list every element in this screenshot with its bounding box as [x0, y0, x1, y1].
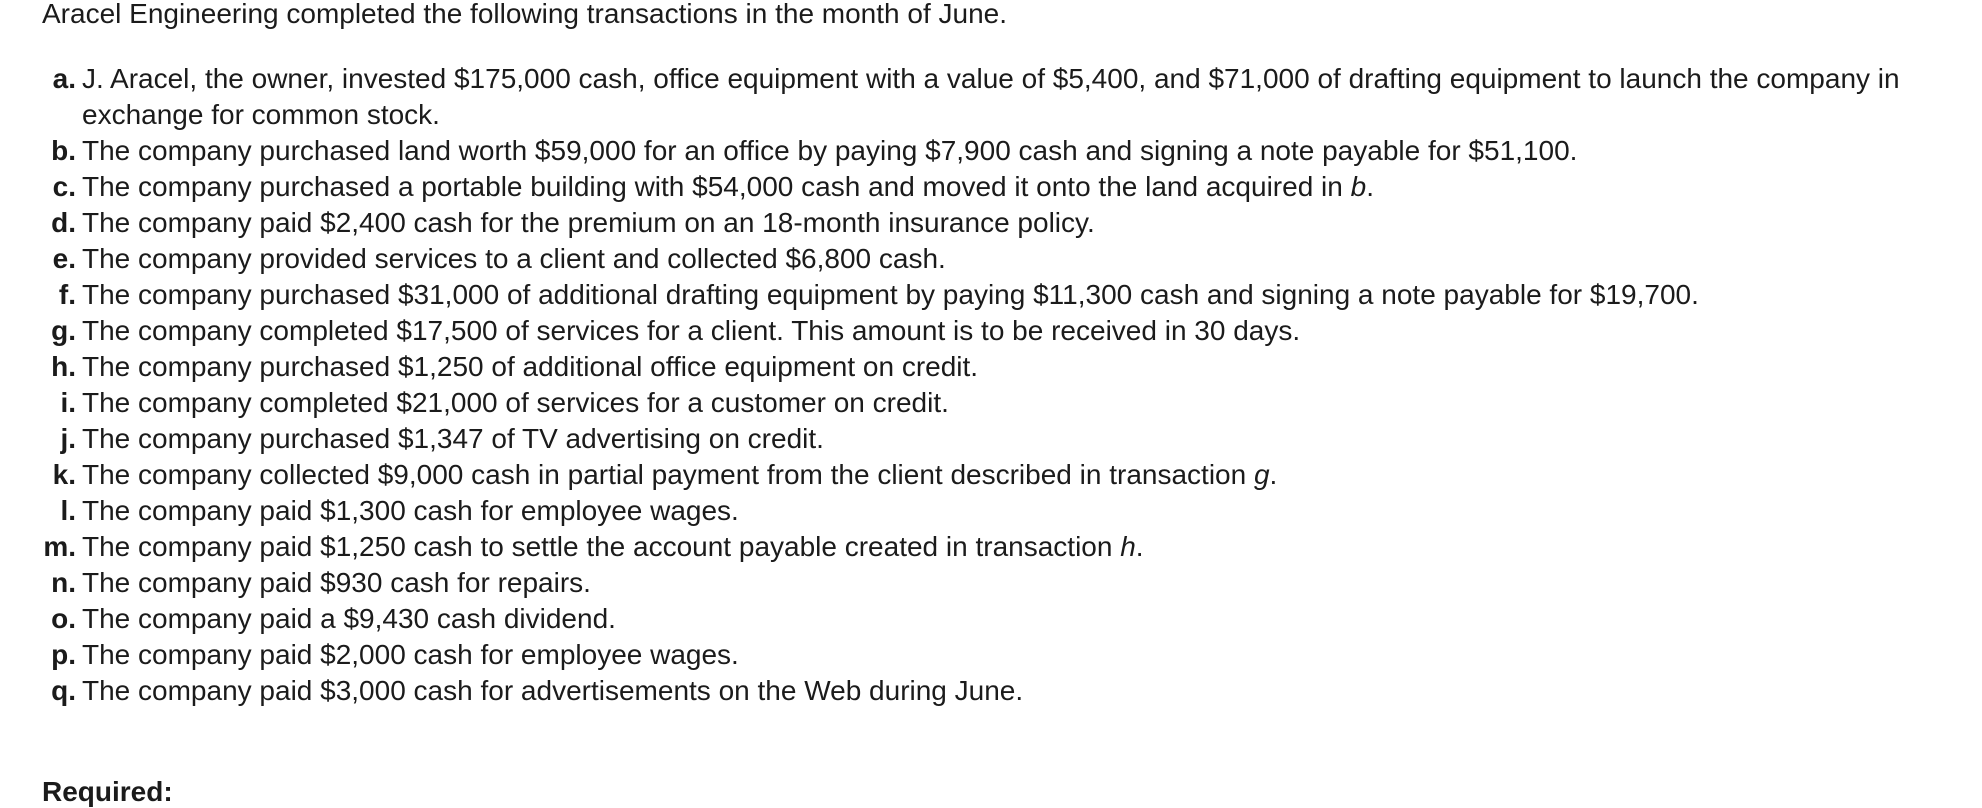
transaction-text: The company completed $17,500 of services for a client. This amount is to be received in 30 days. [82, 315, 1301, 346]
transaction-letter: f. [58, 279, 76, 310]
transaction-letter: m. [43, 531, 76, 562]
transaction-tail: . [1366, 171, 1374, 202]
transaction-item-o [0, 601, 1982, 637]
transaction-item-g [0, 313, 1982, 349]
transaction-letter: i. [60, 387, 76, 418]
transaction-letter: h. [51, 351, 76, 382]
transaction-text [76, 529, 1942, 565]
transaction-letter: q. [51, 675, 76, 706]
transaction-item-q [0, 673, 1982, 709]
transaction-text: The company purchased $31,000 of additional drafting equipment by paying $11,300 cash and signing a note payable for $19,700. [82, 279, 1699, 310]
transaction-text: The company paid $3,000 cash for advertisements on the Web during June. [82, 675, 1024, 706]
transaction-text: The company completed $21,000 of services for a customer on credit. [82, 387, 949, 418]
transaction-letter: a. [52, 63, 76, 94]
transaction-text: The company paid $2,400 cash for the premium on an 18-month insurance policy. [82, 207, 1095, 238]
transaction-item-e [0, 241, 1982, 277]
transaction-tail: . [1269, 459, 1278, 490]
transaction-item-n [0, 565, 1982, 601]
transaction-item-k [0, 457, 1982, 493]
transaction-letter: b. [51, 135, 76, 166]
transaction-text: The company paid $2,000 cash for employee wages. [82, 639, 739, 670]
transaction-list [0, 61, 1982, 709]
transaction-text: The company paid $1,300 cash for employee wages. [82, 495, 739, 526]
required-heading: Required: [42, 776, 173, 807]
transaction-text: The company paid $930 cash for repairs. [82, 567, 591, 598]
transaction-item-j [0, 421, 1982, 457]
transaction-item-a [0, 61, 1982, 133]
transaction-item-p [0, 637, 1982, 673]
transaction-letter: o. [51, 603, 76, 634]
transaction-text: The company purchased land worth $59,000 for an office by paying $7,900 cash and signing a note payable for $51,100. [82, 135, 1578, 166]
transaction-letter: j. [60, 423, 76, 454]
transaction-text: J. Aracel, the owner, invested $175,000 cash, office equipment with a value of $5,400, and $71,000 of drafting equipment to launch the company in exchange for common stock. [82, 63, 1900, 130]
transaction-item-i [0, 385, 1982, 421]
transaction-item-m [0, 529, 1982, 565]
transaction-item-c [0, 169, 1982, 205]
transaction-letter: k. [52, 459, 76, 490]
transaction-letter: n. [51, 567, 76, 598]
transaction-item-d [0, 205, 1982, 241]
transaction-reference: b [1350, 171, 1367, 202]
transaction-item-f [0, 277, 1982, 313]
transaction-letter: p. [51, 639, 76, 670]
intro-text: Aracel Engineering completed the following transactions in the month of June. [42, 0, 1008, 29]
transaction-item-h [0, 349, 1982, 385]
transaction-item-b [0, 133, 1982, 169]
transaction-text: The company purchased $1,250 of additional office equipment on credit. [82, 351, 979, 382]
transaction-text [76, 457, 1942, 493]
transaction-reference: h [1120, 531, 1136, 562]
transaction-letter: c. [52, 171, 76, 202]
transaction-item-l [0, 493, 1982, 529]
transaction-letter: d. [51, 207, 76, 238]
transaction-body: The company paid $1,250 cash to settle the account payable created in transaction [82, 531, 1121, 562]
transaction-body: The company purchased a portable building with $54,000 cash and moved it onto the land acquired in [82, 171, 1351, 202]
transaction-text: The company purchased $1,347 of TV advertising on credit. [82, 423, 824, 454]
transaction-text: The company provided services to a client and collected $6,800 cash. [82, 243, 946, 274]
transaction-body: The company collected $9,000 cash in partial payment from the client described in transaction [82, 459, 1254, 490]
transaction-letter: e. [52, 243, 76, 274]
transaction-letter: l. [60, 495, 76, 526]
transaction-tail: . [1135, 531, 1144, 562]
transaction-reference: g [1253, 459, 1270, 490]
transaction-letter: g. [51, 315, 76, 346]
transaction-text [76, 169, 1942, 205]
transaction-text: The company paid a $9,430 cash dividend. [82, 603, 616, 634]
